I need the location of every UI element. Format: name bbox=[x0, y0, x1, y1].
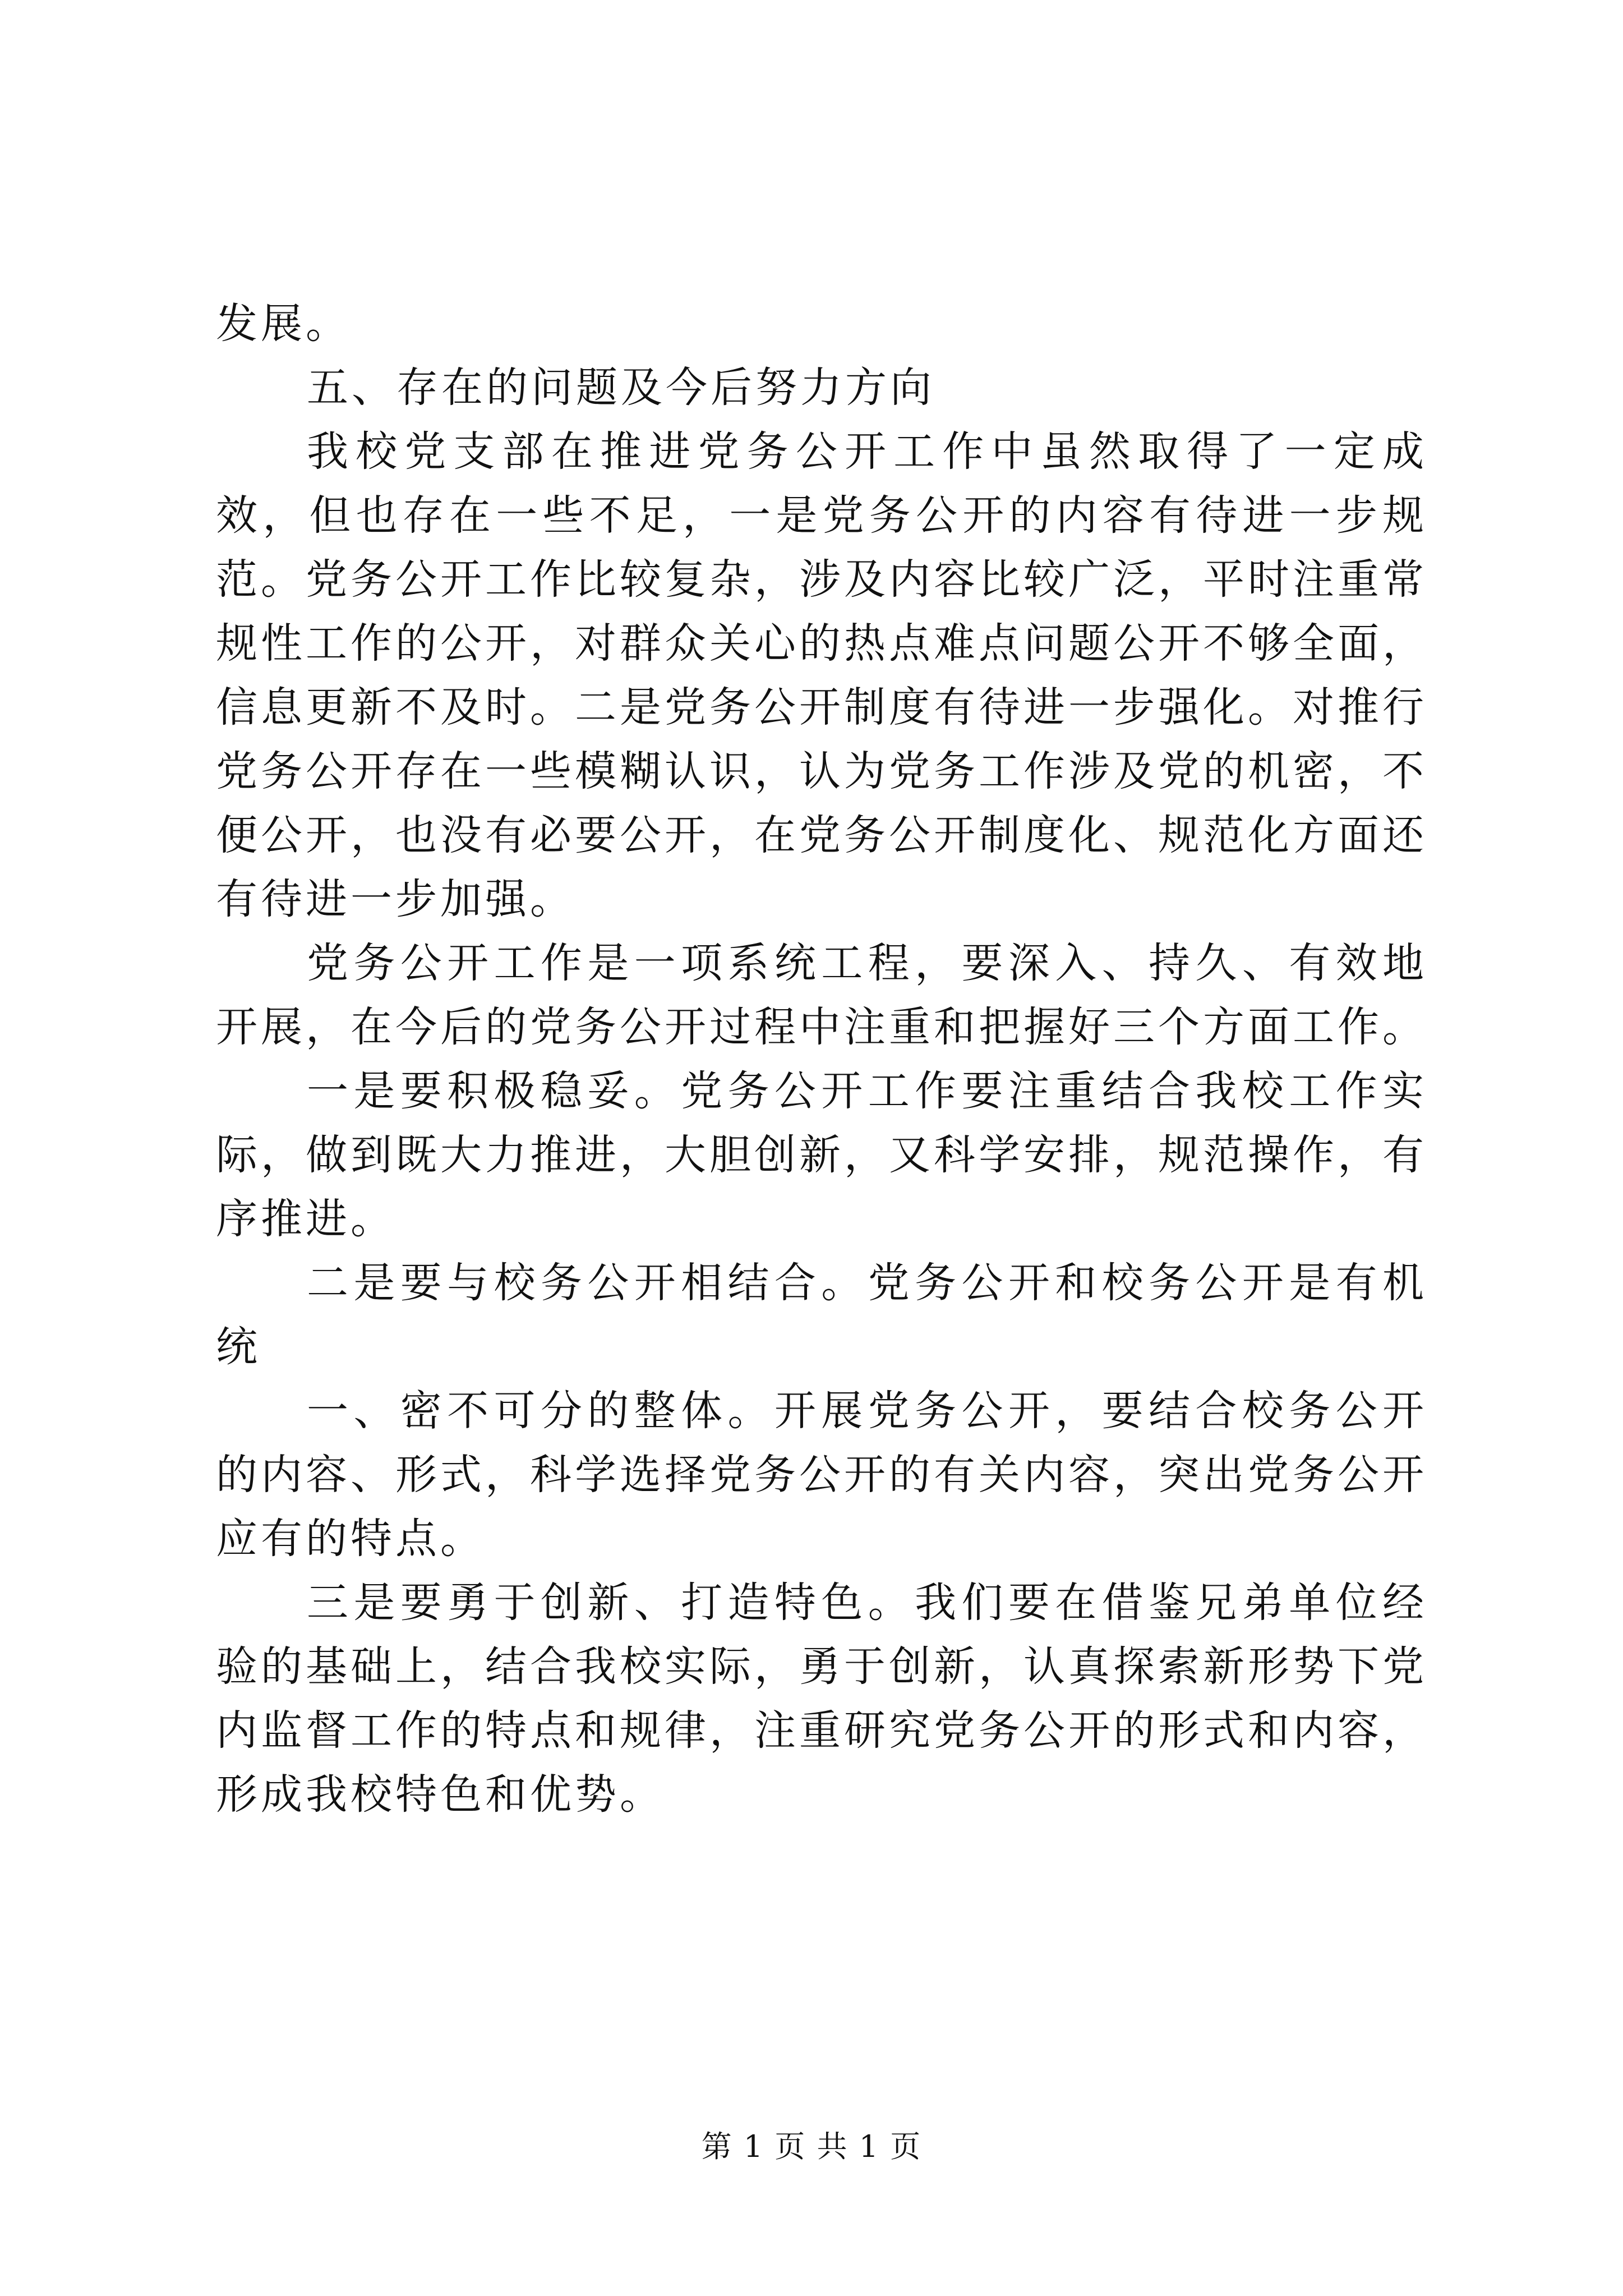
paragraph-point-two: 二是要与校务公开相结合。党务公开和校务公开是有机统 bbox=[216, 1259, 1427, 1371]
paragraph-point-three: 三是要勇于创新、打造特色。我们要在借鉴兄弟单位经验的基础上，结合我校实际，勇于创新，认真探索新形势下党内监督工作的特点和规律，注重研究党务公开的形式和内容，形成我校特色和优势。 bbox=[216, 1579, 1427, 1819]
section-heading: 五、存在的问题及今后努力方向 bbox=[307, 364, 935, 412]
page-footer: 第 1 页 共 1 页 bbox=[701, 2129, 922, 2164]
paragraph-problems: 我校党支部在推进党务公开工作中虽然取得了一定成效，但也存在一些不足，一是党务公开的内容有待进一步规范。党务公开工作比较复杂，涉及内容比较广泛，平时注重常规性工作的公开，对群众关心的热点难点问题公开不够全面，信息更新不及时。二是党务公开制度有待进一步强化。对推行党务公开存在一些模糊认识，认为党务工作涉及党的机密，不便公开，也没有必要公开，在党务公开制度化、规范化方面还有待进一步加强。 bbox=[216, 427, 1427, 923]
paragraph-continuation: 发展。 bbox=[216, 300, 351, 348]
paragraph-point-one: 一是要积极稳妥。党务公开工作要注重结合我校工作实际，做到既大力推进，大胆创新，又科学安排，规范操作，有序推进。 bbox=[216, 1067, 1427, 1243]
paragraph-point-two-continued: 一、密不可分的整体。开展党务公开，要结合校务公开的内容、形式，科学选择党务公开的有关内容，突出党务公开应有的特点。 bbox=[216, 1387, 1427, 1563]
body-text bbox=[216, 292, 1427, 1826]
paragraph-intro-directions: 党务公开工作是一项系统工程，要深入、持久、有效地开展，在今后的党务公开过程中注重和把握好三个方面工作。 bbox=[216, 939, 1427, 1051]
